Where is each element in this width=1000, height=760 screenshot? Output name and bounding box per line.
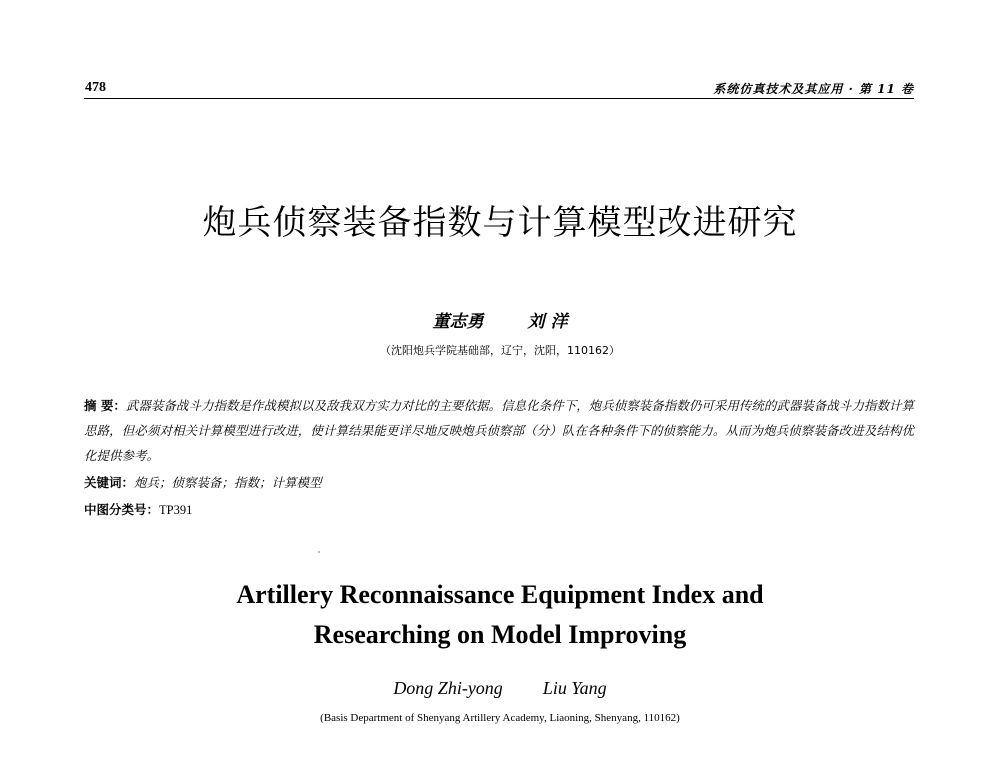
classification-text: TP391 bbox=[159, 503, 193, 517]
author-en-1: Dong Zhi-yong bbox=[393, 678, 503, 698]
affiliation-chinese: （沈阳炮兵学院基础部，辽宁，沈阳，110162） bbox=[380, 344, 620, 357]
author-cn-1: 董志勇 bbox=[432, 312, 484, 332]
affiliation-english: (Basis Department of Shenyang Artillery Academy, Liaoning, Shenyang, 110162) bbox=[320, 712, 680, 724]
keywords-label: 关键词： bbox=[84, 475, 135, 490]
authors-chinese bbox=[0, 307, 1000, 332]
title-english bbox=[0, 575, 1000, 655]
authors-english bbox=[0, 678, 1000, 699]
abstract-chinese bbox=[84, 393, 914, 468]
journal-running-header: 系统仿真技术及其应用 · 第 11 卷 bbox=[713, 82, 914, 96]
title-english-line-1: Artillery Reconnaissance Equipment Index and bbox=[236, 580, 764, 609]
header-rule bbox=[84, 98, 914, 99]
classification-label: 中图分类号： bbox=[84, 502, 160, 517]
scan-speck bbox=[318, 551, 320, 553]
author-cn-2: 刘 洋 bbox=[527, 312, 568, 332]
title-english-line-2: Researching on Model Improving bbox=[313, 620, 687, 649]
title-chinese: 炮兵侦察装备指数与计算模型改进研究 bbox=[202, 203, 798, 243]
classification-number bbox=[84, 500, 192, 518]
page-number: 478 bbox=[85, 80, 106, 95]
author-en-2: Liu Yang bbox=[542, 678, 607, 698]
keywords bbox=[84, 473, 322, 491]
abstract-label: 摘 要： bbox=[84, 398, 126, 413]
keywords-text: 炮兵；侦察装备；指数；计算模型 bbox=[134, 475, 322, 490]
abstract-text: 武器装备战斗力指数是作战模拟以及敌我双方实力对比的主要依据。信息化条件下，炮兵侦察装备指数仍可采用传统的武器装备战斗力指数计算思路，但必须对相关计算模型进行改进，使计算结果能更详尽地反映炮兵侦察部（分）队在各种条件下的侦察能力。从而为炮兵侦察装备改进及结构优化提供参考。 bbox=[84, 398, 914, 463]
